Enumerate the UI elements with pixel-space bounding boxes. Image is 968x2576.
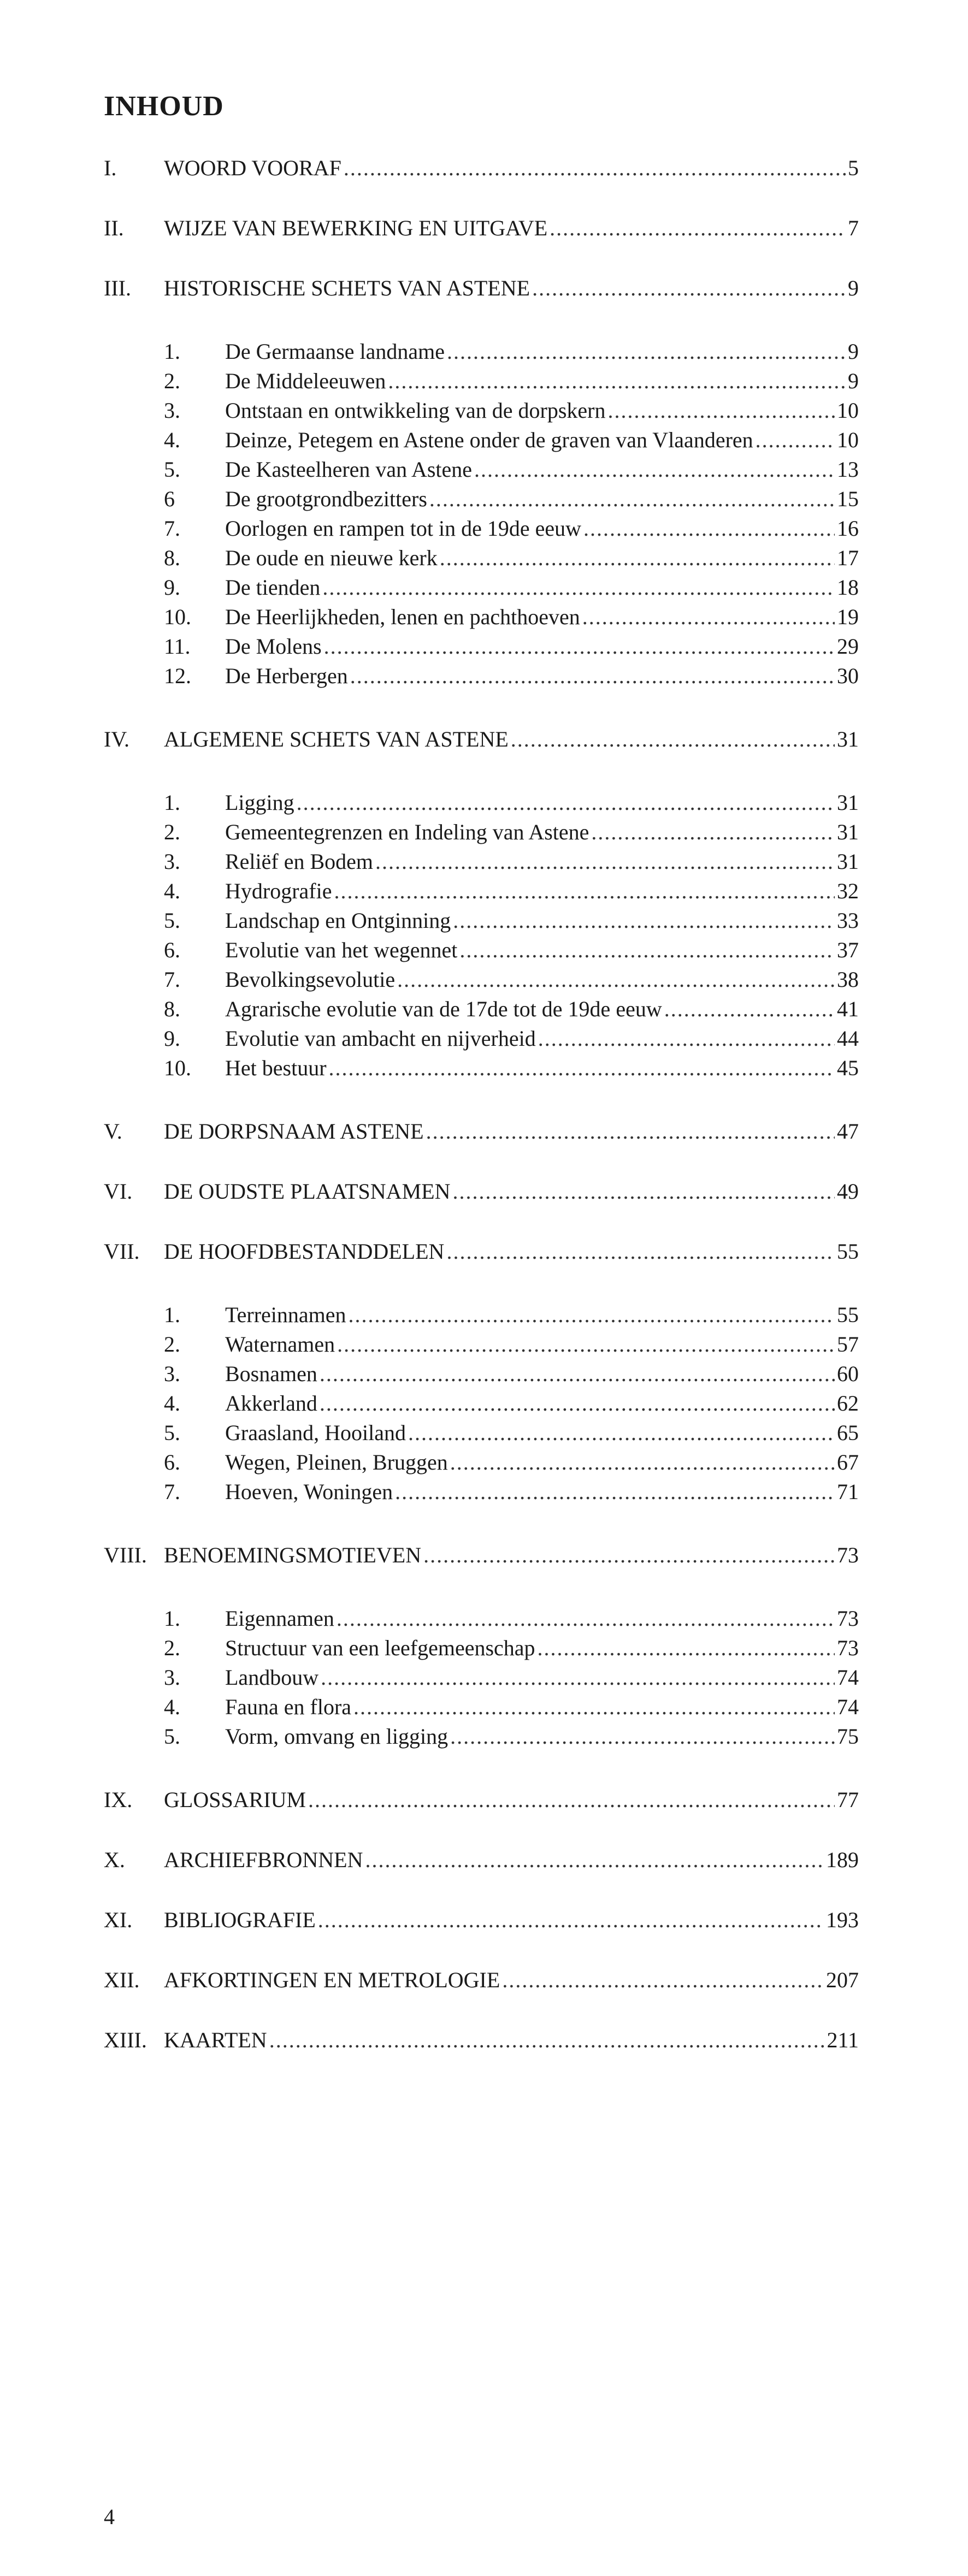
dot-leader xyxy=(532,274,846,303)
entry-title: De Middeleeuwen xyxy=(225,369,386,393)
entry-page-number: 9 xyxy=(848,339,859,364)
dot-leader xyxy=(608,396,835,425)
toc-section-entry xyxy=(164,1389,859,1418)
toc-section-entry xyxy=(164,573,859,602)
toc-chapter-entry xyxy=(104,274,859,303)
entry-page-number: 45 xyxy=(837,1056,859,1080)
entry-number: 5. xyxy=(164,908,180,933)
entry-title: GLOSSARIUM xyxy=(164,1787,306,1812)
entry-page-number: 10 xyxy=(837,398,859,423)
entry-number: 7. xyxy=(164,967,180,992)
dot-leader xyxy=(502,1966,824,1994)
entry-page-number: 75 xyxy=(837,1724,859,1749)
dot-leader xyxy=(322,573,835,602)
dot-leader xyxy=(350,662,835,690)
toc-chapter-entry xyxy=(104,1786,859,1814)
entry-number: I. xyxy=(104,156,117,180)
entry-page-number: 193 xyxy=(826,1908,859,1932)
entry-number: 2. xyxy=(164,1636,180,1660)
toc-section-entry xyxy=(164,877,859,905)
toc-section-entry xyxy=(164,367,859,395)
entry-number: VIII. xyxy=(104,1543,147,1567)
dot-leader xyxy=(337,1330,835,1359)
entry-number: VII. xyxy=(104,1239,140,1264)
entry-number: XII. xyxy=(104,1968,140,1992)
entry-number: 8. xyxy=(164,546,180,570)
toc-section-entry xyxy=(164,789,859,817)
toc-section-entry xyxy=(164,995,859,1023)
entry-title: Hydrografie xyxy=(225,879,332,903)
entry-number: 6. xyxy=(164,938,180,962)
entry-page-number: 32 xyxy=(837,879,859,903)
toc-section-entry xyxy=(164,1419,859,1447)
entry-number: 3. xyxy=(164,398,180,423)
entry-title: Reliëf en Bodem xyxy=(225,849,374,874)
toc-section-entry xyxy=(164,1663,859,1692)
entry-number: 1. xyxy=(164,1302,180,1327)
entry-number: XI. xyxy=(104,1908,133,1932)
toc-section-entry xyxy=(164,544,859,572)
dot-leader xyxy=(344,154,846,182)
entry-title: Deinze, Petegem en Astene onder de graven van Vlaanderen xyxy=(225,428,753,452)
entry-number: X. xyxy=(104,1847,125,1872)
entry-page-number: 5 xyxy=(848,156,859,180)
entry-number: XIII. xyxy=(104,2028,147,2052)
entry-title: Wegen, Pleinen, Bruggen xyxy=(225,1450,448,1474)
entry-number: II. xyxy=(104,216,124,240)
entry-title: Waternamen xyxy=(225,1332,335,1357)
entry-title: ALGEMENE SCHETS VAN ASTENE xyxy=(164,727,509,751)
dot-leader xyxy=(429,485,835,513)
entry-number: 2. xyxy=(164,820,180,844)
entry-number: III. xyxy=(104,276,131,300)
entry-title: De Herbergen xyxy=(225,664,348,688)
toc-section-entry xyxy=(164,1301,859,1329)
entry-number: VI. xyxy=(104,1179,133,1204)
dot-leader xyxy=(511,725,835,754)
entry-page-number: 31 xyxy=(837,790,859,815)
dot-leader xyxy=(408,1419,835,1447)
entry-number: 6 xyxy=(164,487,175,511)
dot-leader xyxy=(446,1237,835,1266)
entry-number: 4. xyxy=(164,1695,180,1719)
page-number: 4 xyxy=(104,2504,115,2529)
entry-number: 2. xyxy=(164,1332,180,1357)
entry-number: 1. xyxy=(164,790,180,815)
toc-section-entry xyxy=(164,485,859,513)
toc-chapter-entry xyxy=(104,154,859,182)
entry-title: De Kasteelheren van Astene xyxy=(225,457,473,482)
entry-number: 9. xyxy=(164,575,180,600)
entry-page-number: 10 xyxy=(837,428,859,452)
entry-number: 7. xyxy=(164,516,180,541)
entry-number: 5. xyxy=(164,1724,180,1749)
entry-page-number: 65 xyxy=(837,1420,859,1445)
entry-page-number: 74 xyxy=(837,1665,859,1690)
entry-number: 12. xyxy=(164,664,191,688)
toc-section-entry xyxy=(164,1478,859,1506)
entry-title: Evolutie van ambacht en nijverheid xyxy=(225,1026,536,1051)
dot-leader xyxy=(320,1389,835,1418)
entry-title: Landschap en Ontginning xyxy=(225,908,451,933)
entry-page-number: 37 xyxy=(837,938,859,962)
entry-title: Structuur van een leefgemeenschap xyxy=(225,1636,535,1660)
toc-section-entry xyxy=(164,936,859,964)
dot-leader xyxy=(388,367,846,395)
entry-title: ARCHIEFBRONNEN xyxy=(164,1847,363,1872)
toc-section-entry xyxy=(164,1693,859,1721)
entry-number: 5. xyxy=(164,1420,180,1445)
entry-page-number: 16 xyxy=(837,516,859,541)
entry-page-number: 18 xyxy=(837,575,859,600)
entry-page-number: 31 xyxy=(837,849,859,874)
entry-title: De Germaanse landname xyxy=(225,339,445,364)
dot-leader xyxy=(334,877,835,905)
entry-page-number: 44 xyxy=(837,1026,859,1051)
entry-page-number: 211 xyxy=(827,2028,859,2052)
entry-page-number: 33 xyxy=(837,908,859,933)
entry-title: BIBLIOGRAFIE xyxy=(164,1908,316,1932)
dot-leader xyxy=(447,337,846,366)
entry-page-number: 189 xyxy=(826,1847,859,1872)
dot-leader xyxy=(308,1786,835,1814)
entry-number: 1. xyxy=(164,339,180,364)
dot-leader xyxy=(538,1025,835,1053)
dot-leader xyxy=(324,632,835,661)
toc-chapter-entry xyxy=(104,1541,859,1570)
entry-number: 6. xyxy=(164,1450,180,1474)
entry-number: 4. xyxy=(164,1391,180,1416)
dot-leader xyxy=(353,1693,835,1721)
toc-section-entry xyxy=(164,1634,859,1662)
entry-title: Ontstaan en ontwikkeling van de dorpskern xyxy=(225,398,606,423)
entry-page-number: 47 xyxy=(837,1119,859,1144)
entry-number: 5. xyxy=(164,457,180,482)
dot-leader xyxy=(320,1360,835,1388)
entry-title: Vorm, omvang en ligging xyxy=(225,1724,448,1749)
dot-leader xyxy=(582,603,835,631)
entry-title: Bevolkingsevolutie xyxy=(225,967,396,992)
entry-page-number: 7 xyxy=(848,216,859,240)
entry-number: 2. xyxy=(164,369,180,393)
entry-number: IV. xyxy=(104,727,130,751)
entry-page-number: 77 xyxy=(837,1787,859,1812)
toc-section-entry xyxy=(164,514,859,543)
entry-title: Het bestuur xyxy=(225,1056,327,1080)
toc-chapter-entry xyxy=(104,725,859,754)
toc-section-entry xyxy=(164,1054,859,1082)
entry-page-number: 31 xyxy=(837,820,859,844)
entry-page-number: 31 xyxy=(837,727,859,751)
toc-section-entry xyxy=(164,966,859,994)
entry-number: 10. xyxy=(164,605,191,629)
entry-title: Bosnamen xyxy=(225,1361,317,1386)
entry-page-number: 15 xyxy=(837,487,859,511)
entry-number: 10. xyxy=(164,1056,191,1080)
entry-page-number: 73 xyxy=(837,1636,859,1660)
dot-leader xyxy=(755,426,835,454)
toc-chapter-entry xyxy=(104,1117,859,1146)
entry-number: 3. xyxy=(164,1665,180,1690)
dot-leader xyxy=(538,1634,835,1662)
toc-chapter-entry xyxy=(104,1846,859,1874)
entry-title: De Heerlijkheden, lenen en pachthoeven xyxy=(225,605,580,629)
entry-page-number: 29 xyxy=(837,634,859,659)
dot-leader xyxy=(664,995,835,1023)
dot-leader xyxy=(583,514,835,543)
dot-leader xyxy=(450,1448,835,1477)
entry-number: V. xyxy=(104,1119,122,1144)
dot-leader xyxy=(453,907,835,935)
toc-section-entry xyxy=(164,1360,859,1388)
entry-page-number: 17 xyxy=(837,546,859,570)
entry-title: De tienden xyxy=(225,575,321,600)
entry-page-number: 13 xyxy=(837,457,859,482)
entry-page-number: 41 xyxy=(837,997,859,1021)
entry-page-number: 207 xyxy=(826,1968,859,1992)
toc-chapter-entry xyxy=(104,1906,859,1934)
entry-title: Landbouw xyxy=(225,1665,319,1690)
toc-section-entry xyxy=(164,907,859,935)
toc-section-entry xyxy=(164,426,859,454)
entry-page-number: 62 xyxy=(837,1391,859,1416)
entry-page-number: 55 xyxy=(837,1302,859,1327)
entry-page-number: 38 xyxy=(837,967,859,992)
entry-title: WOORD VOORAF xyxy=(164,156,341,180)
dot-leader xyxy=(329,1054,835,1082)
entry-title: Terreinnamen xyxy=(225,1302,346,1327)
toc-section-entry xyxy=(164,1448,859,1477)
dot-leader xyxy=(321,1663,835,1692)
entry-number: 3. xyxy=(164,1361,180,1386)
entry-title: AFKORTINGEN EN METROLOGIE xyxy=(164,1968,500,1992)
dot-leader xyxy=(423,1541,835,1570)
entry-title: Gemeentegrenzen en Indeling van Astene xyxy=(225,820,589,844)
toc-section-entry xyxy=(164,455,859,484)
toc-chapter-entry xyxy=(104,1177,859,1206)
entry-title: BENOEMINGSMOTIEVEN xyxy=(164,1543,422,1567)
dot-leader xyxy=(349,1301,835,1329)
toc-section-entry xyxy=(164,603,859,631)
toc-chapter-entry xyxy=(104,2026,859,2054)
dot-leader xyxy=(395,1478,835,1506)
entry-page-number: 73 xyxy=(837,1543,859,1567)
entry-title: WIJZE VAN BEWERKING EN UITGAVE xyxy=(164,216,548,240)
entry-title: Hoeven, Woningen xyxy=(225,1479,393,1504)
entry-title: DE OUDSTE PLAATSNAMEN xyxy=(164,1179,451,1204)
entry-number: 1. xyxy=(164,1606,180,1631)
dot-leader xyxy=(452,1177,835,1206)
dot-leader xyxy=(365,1846,824,1874)
entry-title: Ligging xyxy=(225,790,294,815)
toc-section-entry xyxy=(164,1604,859,1633)
entry-title: DE DORPSNAAM ASTENE xyxy=(164,1119,424,1144)
entry-title: Fauna en flora xyxy=(225,1695,352,1719)
dot-leader xyxy=(337,1604,835,1633)
toc-section-entry xyxy=(164,1722,859,1751)
dot-leader xyxy=(591,818,835,846)
entry-number: 8. xyxy=(164,997,180,1021)
entry-number: 9. xyxy=(164,1026,180,1051)
entry-page-number: 71 xyxy=(837,1479,859,1504)
entry-title: HISTORISCHE SCHETS VAN ASTENE xyxy=(164,276,530,300)
dot-leader xyxy=(459,936,835,964)
dot-leader xyxy=(397,966,835,994)
toc-section-entry xyxy=(164,848,859,876)
entry-page-number: 73 xyxy=(837,1606,859,1631)
entry-title: Akkerland xyxy=(225,1391,317,1416)
entry-title: Graasland, Hooiland xyxy=(225,1420,406,1445)
entry-page-number: 55 xyxy=(837,1239,859,1264)
dot-leader xyxy=(297,789,835,817)
dot-leader xyxy=(474,455,835,484)
entry-page-number: 49 xyxy=(837,1179,859,1204)
entry-title: Agrarische evolutie van de 17de tot de 19de eeuw xyxy=(225,997,662,1021)
entry-page-number: 67 xyxy=(837,1450,859,1474)
toc-section-entry xyxy=(164,662,859,690)
dot-leader xyxy=(375,848,835,876)
toc-section-entry xyxy=(164,1025,859,1053)
toc-section-entry xyxy=(164,337,859,366)
entry-page-number: 9 xyxy=(848,276,859,300)
entry-page-number: 9 xyxy=(848,369,859,393)
entry-title: Oorlogen en rampen tot in de 19de eeuw xyxy=(225,516,582,541)
toc-chapter-entry xyxy=(104,1237,859,1266)
dot-leader xyxy=(426,1117,835,1146)
entry-title: DE HOOFDBESTANDDELEN xyxy=(164,1239,445,1264)
entry-title: De Molens xyxy=(225,634,322,659)
entry-page-number: 74 xyxy=(837,1695,859,1719)
toc-section-entry xyxy=(164,1330,859,1359)
entry-title: De grootgrondbezitters xyxy=(225,487,427,511)
entry-title: De oude en nieuwe kerk xyxy=(225,546,438,570)
toc-chapter-entry xyxy=(104,214,859,242)
toc-chapter-entry xyxy=(104,1966,859,1994)
dot-leader xyxy=(269,2026,825,2054)
entry-page-number: 19 xyxy=(837,605,859,629)
toc-section-entry xyxy=(164,396,859,425)
entry-page-number: 57 xyxy=(837,1332,859,1357)
dot-leader xyxy=(450,1722,835,1751)
entry-number: 3. xyxy=(164,849,180,874)
entry-page-number: 30 xyxy=(837,664,859,688)
entry-title: Evolutie van het wegennet xyxy=(225,938,458,962)
dot-leader xyxy=(440,544,835,572)
entry-number: 7. xyxy=(164,1479,180,1504)
entry-number: IX. xyxy=(104,1787,133,1812)
entry-title: Eigennamen xyxy=(225,1606,334,1631)
entry-number: 4. xyxy=(164,428,180,452)
entry-number: 4. xyxy=(164,879,180,903)
dot-leader xyxy=(318,1906,824,1934)
entry-title: KAARTEN xyxy=(164,2028,267,2052)
page-title: INHOUD xyxy=(104,91,224,122)
dot-leader xyxy=(550,214,846,242)
entry-page-number: 60 xyxy=(837,1361,859,1386)
toc-section-entry xyxy=(164,818,859,846)
entry-number: 11. xyxy=(164,634,191,659)
toc-section-entry xyxy=(164,632,859,661)
